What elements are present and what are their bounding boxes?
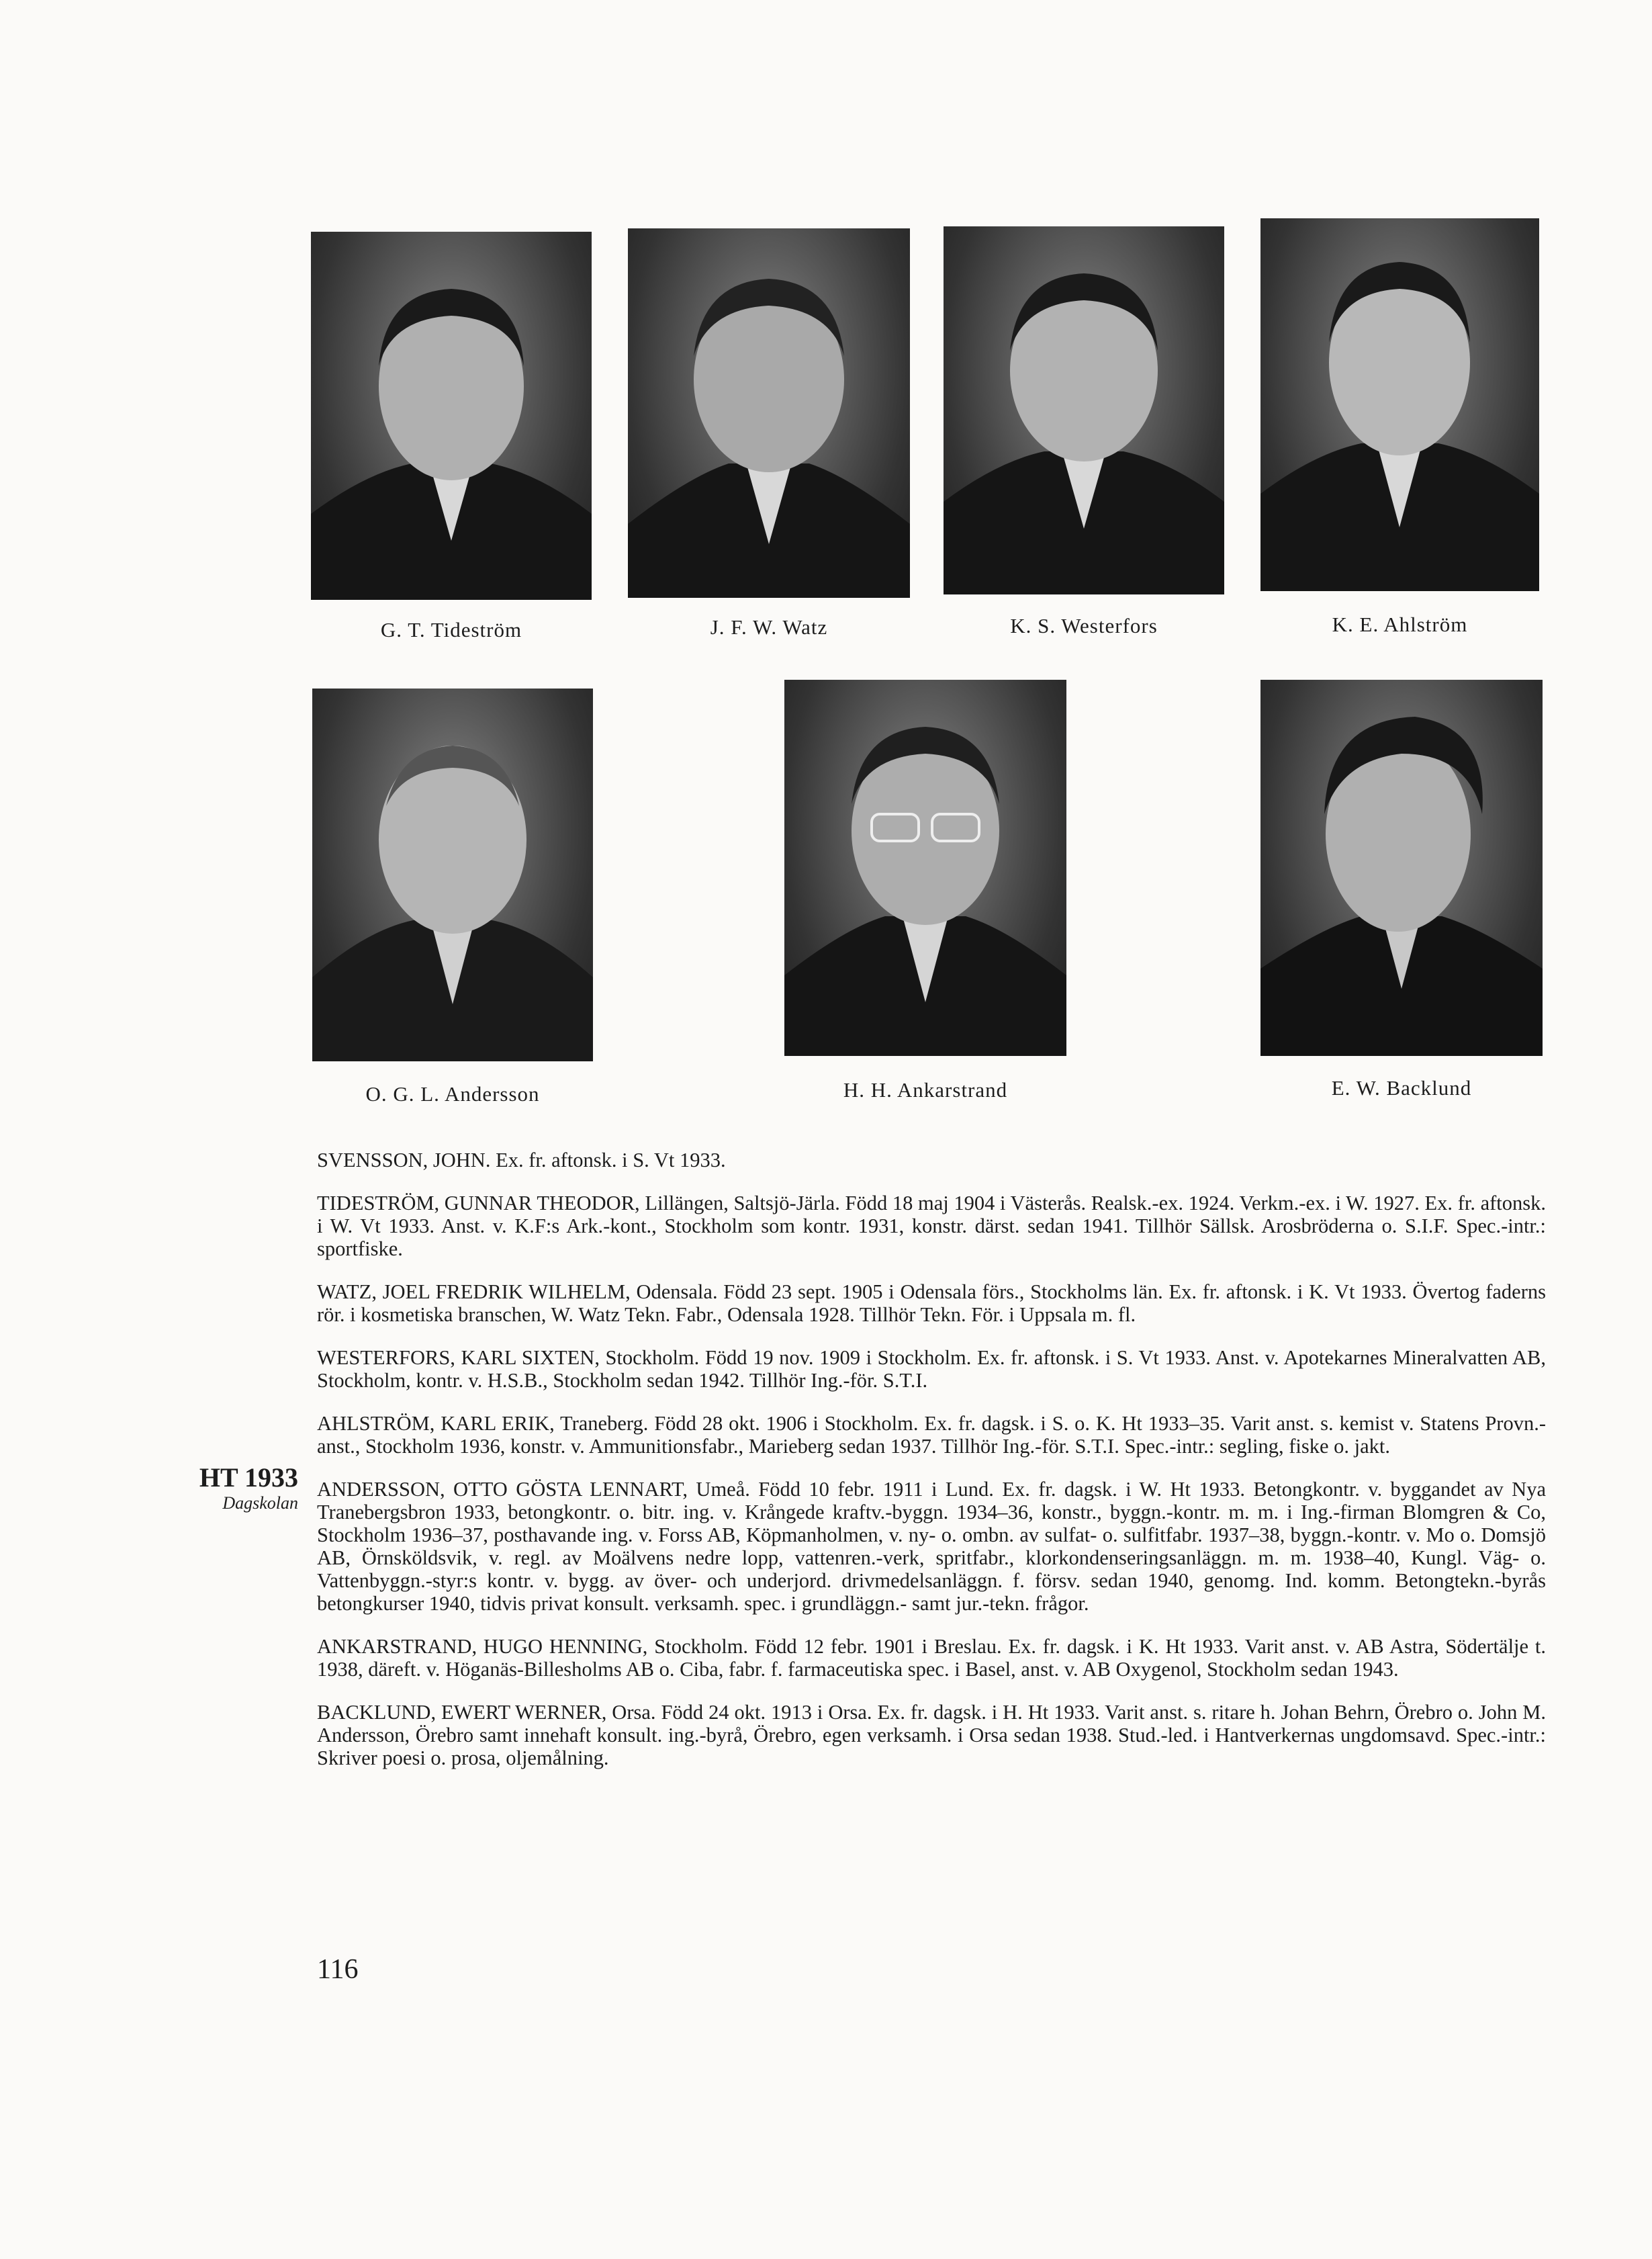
term-label: HT 1933 xyxy=(199,1462,298,1493)
portrait-photo-tidestrom xyxy=(311,232,592,600)
biography-entry: WESTERFORS, KARL SIXTEN, Stockholm. Född 19 nov. 1909 i Stockholm. Ex. fr. aftonsk. i S. Vt 1933. Anst. v. Apotekarnes Mineralvatten AB, Stockholm, kontr. v. H.S.B., Stockholm sedan 1942. Tillhör Ing.-för. S.T.I. xyxy=(317,1346,1546,1392)
portrait-photo-backlund xyxy=(1260,680,1543,1056)
photo-caption: K. E. Ahlström xyxy=(1332,613,1468,636)
portrait-silhouette xyxy=(944,226,1224,594)
photo-caption: G. T. Tideström xyxy=(380,618,522,641)
biography-entry: ANDERSSON, OTTO GÖSTA LENNART, Umeå. Född 10 febr. 1911 i Lund. Ex. fr. dagsk. i W. Ht 1933. Betongkontr. v. byggandet av Nya Tranebergsbron 1933, betongkontr. o. bitr. ing. v. Krångede kraftv.-byggn. 1934–36, konstr., byggn.-kontr. m. m. i Ing.-firman Blomgren & Co, Stockholm 1936–37, posthavande ing. v. Forss AB, Köpmanholmen, v. ny- o. ombn. av sulfat- o. sulfitfabr. 1937–38, byggn.-kontr. v. Mo o. Domsjö AB, Örnsköldsvik, v. regl. av Moälvens nedre lopp, vattenren.-verk, spritfabr., klorkondenseringsanläggn. m. m. 1938–40, Kungl. Väg- o. Vattenbyggn.-styr:s kontr. v. bygg. av över- och underjord. drivmedelsanläggn. f. försv. sedan 1940, genomg. Ind. komm. Betongtekn.-byrås betongkurser 1940, tidvis privat konsult. verksamh. spec. i grundläggn.- samt jur.-tekn. frågor. xyxy=(317,1478,1546,1615)
portrait-photo-andersson xyxy=(312,689,593,1061)
portrait-photo-westerfors xyxy=(944,226,1224,594)
biography-entry: SVENSSON, JOHN. Ex. fr. aftonsk. i S. Vt 1933. xyxy=(317,1149,726,1171)
portrait-photo-ankarstrand xyxy=(784,680,1066,1056)
portrait-silhouette xyxy=(784,680,1066,1056)
portrait-silhouette xyxy=(1260,680,1543,1056)
school-label: Dagskolan xyxy=(222,1493,298,1513)
photo-caption: O. G. L. Andersson xyxy=(365,1082,540,1106)
biography-entry: ANKARSTRAND, HUGO HENNING, Stockholm. Född 12 febr. 1901 i Breslau. Ex. fr. dagsk. i K. Ht 1933. Varit anst. v. AB Astra, Södertälje t. 1938, däreft. v. Höganäs-Billesholms AB o. Ciba, fabr. f. farmaceutiska spec. i Basel, anst. v. AB Oxygenol, Stockholm sedan 1943. xyxy=(317,1635,1546,1681)
photo-caption: E. W. Backlund xyxy=(1331,1076,1472,1100)
portrait-photo-ahlstrom xyxy=(1260,218,1539,591)
portrait-photo-watz xyxy=(628,228,910,598)
page-number: 116 xyxy=(317,1954,359,1985)
portrait-silhouette xyxy=(311,232,592,600)
photo-caption: H. H. Ankarstrand xyxy=(843,1078,1008,1102)
portrait-silhouette xyxy=(1260,218,1539,591)
biography-entry: TIDESTRÖM, GUNNAR THEODOR, Lillängen, Saltsjö-Järla. Född 18 maj 1904 i Västerås. Realsk.-ex. 1924. Verkm.-ex. i W. 1927. Ex. fr. aftonsk. i W. Vt 1933. Anst. v. K.F:s Ark.-kont., Stockholm som kontr. 1931, konstr. därst. sedan 1941. Tillhör Sällsk. Arosbröderna o. S.I.F. Spec.-intr.: sportfiske. xyxy=(317,1192,1546,1260)
term-side-label xyxy=(191,1463,298,1514)
photo-caption: K. S. Westerfors xyxy=(1010,614,1158,637)
biography-entry: BACKLUND, EWERT WERNER, Orsa. Född 24 okt. 1913 i Orsa. Ex. fr. dagsk. i H. Ht 1933. Varit anst. s. ritare h. Johan Behrn, Örebro o. John M. Andersson, Örebro samt innehaft konsult. ing.-byrå, Örebro, egen verksamh. i Orsa sedan 1938. Stud.-led. i Hantverkernas ungdomsavd. Spec.-intr.: Skriver poesi o. prosa, oljemålning. xyxy=(317,1701,1546,1769)
portrait-silhouette xyxy=(312,689,593,1061)
portrait-silhouette xyxy=(628,228,910,598)
biography-list xyxy=(317,1149,1546,1789)
photo-caption: J. F. W. Watz xyxy=(710,615,828,639)
biography-entry: WATZ, JOEL FREDRIK WILHELM, Odensala. Född 23 sept. 1905 i Odensala förs., Stockholms län. Ex. fr. aftonsk. i K. Vt 1933. Övertog faderns rör. i kosmetiska branschen, W. Watz Tekn. Fabr., Odensala 1928. Tillhör Tekn. För. i Uppsala m. fl. xyxy=(317,1280,1546,1326)
biography-entry: AHLSTRÖM, KARL ERIK, Traneberg. Född 28 okt. 1906 i Stockholm. Ex. fr. dagsk. i S. o. K. Ht 1933–35. Varit anst. s. kemist v. Statens Provn.-anst., Stockholm 1936, konstr. v. Ammunitionsfabr., Marieberg sedan 1937. Tillhör Ing.-för. S.T.I. Spec.-intr.: segling, fiske o. jakt. xyxy=(317,1412,1546,1458)
